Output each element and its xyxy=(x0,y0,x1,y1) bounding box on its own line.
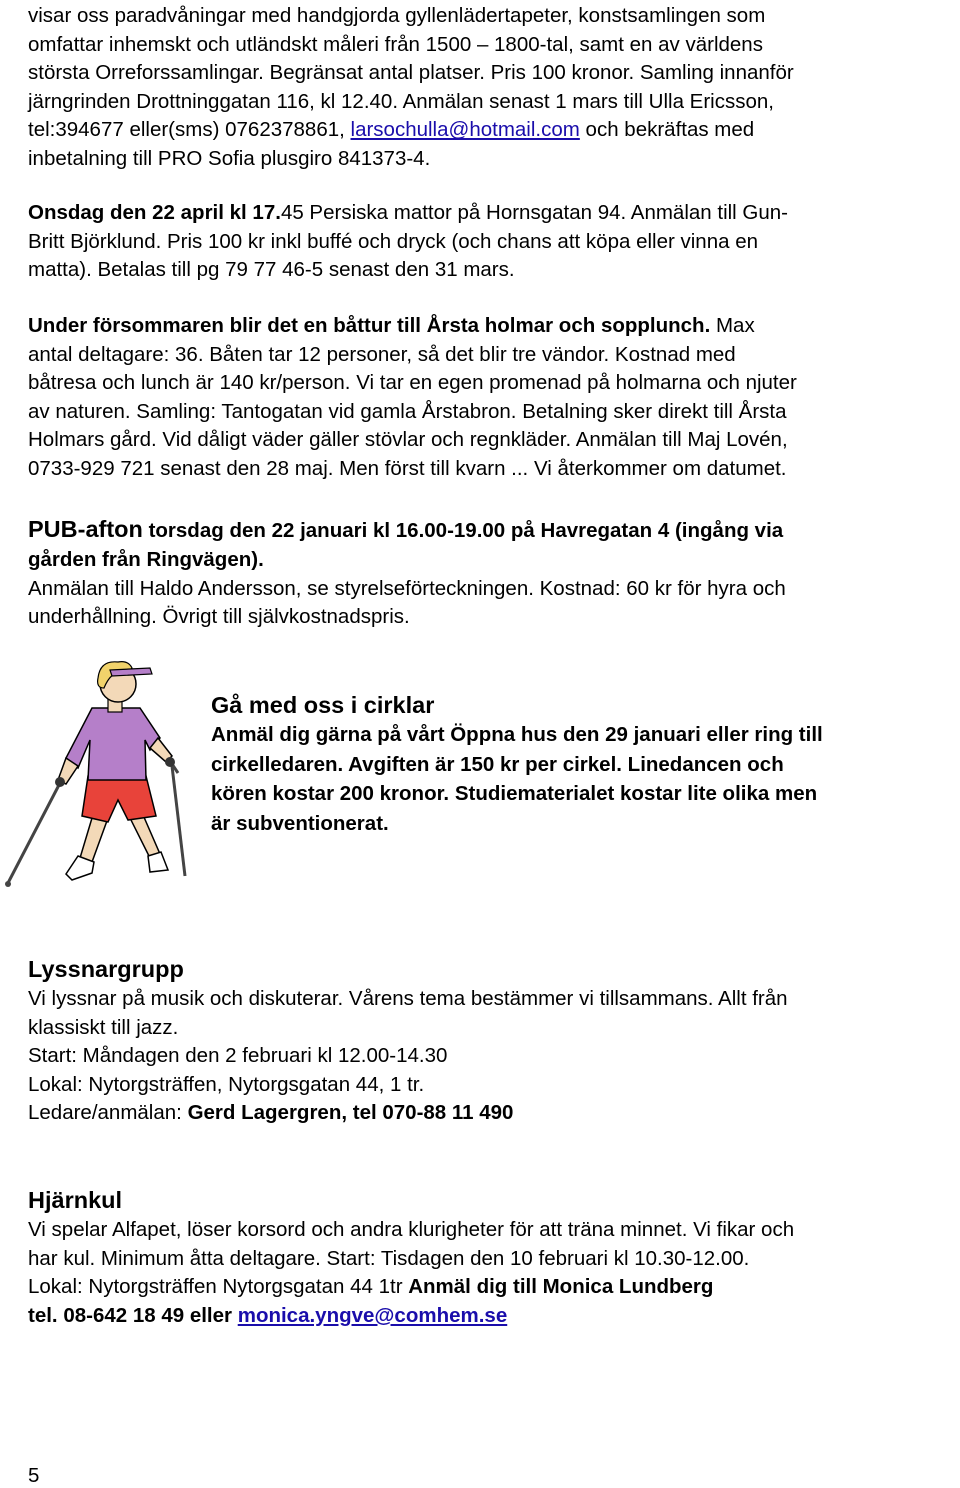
persian-rugs-paragraph xyxy=(28,199,956,285)
brain-fun-section xyxy=(28,1184,956,1330)
text-line: PUB-afton torsdag den 22 januari kl 16.00-19.00 på Havregatan 4 (ingång via xyxy=(28,516,784,542)
event-date: Onsdag den 22 april kl 17. xyxy=(28,201,281,224)
boat-trip-paragraph xyxy=(28,312,956,484)
text-line: Britt Björklund. Pris 100 kr inkl buffé och dryck (och chans att köpa eller vinna en xyxy=(28,229,759,253)
text-line: Vi lyssnar på musik och diskuterar. Vårens tema bestämmer vi tillsammans. Allt från xyxy=(28,987,788,1010)
text-line: Start: Måndagen den 2 februari kl 12.00-14.30 xyxy=(28,1044,448,1068)
text-line: Anmäl dig gärna på vårt Öppna hus den 29 januari eller ring till xyxy=(211,723,823,746)
text-line: tel:394677 eller(sms) 0762378861, larsochulla@hotmail.com och bekräftas med xyxy=(28,118,755,142)
event-headline: Under försommaren blir det en båttur till Årsta holmar och sopplunch. xyxy=(28,314,711,337)
text-line: klassiskt till jazz. xyxy=(28,1015,179,1039)
text-line: kören kostar 200 kronor. Studiematerialet kostar lite olika men xyxy=(211,782,818,805)
study-circles-section xyxy=(211,690,956,838)
section-heading: Gå med oss i cirklar xyxy=(211,692,435,718)
text-line: Ledare/anmälan: Gerd Lagergren, tel 070-88 11 490 xyxy=(28,1101,514,1125)
pub-evening-section xyxy=(28,514,956,632)
text-line: 0733-929 721 senast den 28 maj. Men först till kvarn ... Vi återkommer om datumet. xyxy=(28,456,787,480)
page-number: 5 xyxy=(28,1464,40,1487)
text-line: underhållning. Övrigt till självkostnadspris. xyxy=(28,605,410,629)
text-line: är subventionerat. xyxy=(211,811,389,835)
text-line: antal deltagare: 36. Båten tar 12 personer, så det blir tre vändor. Kostnad med xyxy=(28,342,736,366)
text-line: båtresa och lunch är 140 kr/person. Vi tar en egen promenad på holmarna och njuter xyxy=(28,371,797,395)
nordic-walking-woman-illustration xyxy=(0,658,195,898)
text-line: Lokal: Nytorgsträffen, Nytorgsgatan 44, 1 tr. xyxy=(28,1072,425,1096)
text-line: Vi spelar Alfapet, löser korsord och andra klurigheter för att träna minnet. Vi fikar och xyxy=(28,1218,795,1241)
pub-title: PUB-afton xyxy=(28,516,143,542)
text-line: Anmälan till Haldo Andersson, se styrelseförteckningen. Kostnad: 60 kr för hyra och xyxy=(28,576,786,600)
email-link-monica[interactable]: monica.yngve@comhem.se xyxy=(237,1303,508,1327)
text-line: tel. 08-642 18 49 eller monica.yngve@comhem.se xyxy=(28,1303,508,1327)
text-line: har kul. Minimum åtta deltagare. Start: Tisdagen den 10 februari kl 10.30-12.00. xyxy=(28,1246,750,1270)
text-line: cirkelledaren. Avgiften är 150 kr per cirkel. Linedancen och xyxy=(211,752,784,776)
text-line: inbetalning till PRO Sofia plusgiro 841373-4. xyxy=(28,146,431,170)
text-line: Under försommaren blir det en båttur till Årsta holmar och sopplunch. Max xyxy=(28,314,755,337)
text-line: Holmars gård. Vid dåligt väder gäller stövlar och regnkläder. Anmälan till Maj Lovén, xyxy=(28,428,788,452)
contact-info: Anmäl dig till Monica Lundberg xyxy=(408,1275,714,1299)
contact-info: Gerd Lagergren, tel 070-88 11 490 xyxy=(187,1101,514,1125)
text-line: av naturen. Samling: Tantogatan vid gamla Årstabron. Betalning sker direkt till Årsta xyxy=(28,399,787,423)
text-line: omfattar inhemskt och utländskt måleri från 1500 – 1800-tal, samt en av världens xyxy=(28,32,763,56)
text-line: Lokal: Nytorgsträffen Nytorgsgatan 44 1tr Anmäl dig till Monica Lundberg xyxy=(28,1275,714,1299)
text-line: matta). Betalas till pg 79 77 46-5 senast den 31 mars. xyxy=(28,258,515,282)
text-line: största Orreforssamlingar. Begränsat antal platser. Pris 100 kronor. Samling innanför xyxy=(28,61,794,85)
text-line: visar oss paradvåningar med handgjorda gyllenlädertapeter, konstsamlingen som xyxy=(28,4,766,27)
excursion-paragraph xyxy=(28,2,956,174)
text-line: gården från Ringvägen). xyxy=(28,548,264,571)
text-line: Onsdag den 22 april kl 17.45 Persiska mattor på Hornsgatan 94. Anmälan till Gun- xyxy=(28,201,789,224)
section-heading: Lyssnargrupp xyxy=(28,956,184,982)
text-line: järngrinden Drottninggatan 116, kl 12.40. Anmälan senast 1 mars till Ulla Ericsson, xyxy=(28,89,774,113)
listening-group-section xyxy=(28,953,956,1128)
section-heading: Hjärnkul xyxy=(28,1187,123,1213)
email-link-larsochulla[interactable]: larsochulla@hotmail.com xyxy=(350,118,580,142)
